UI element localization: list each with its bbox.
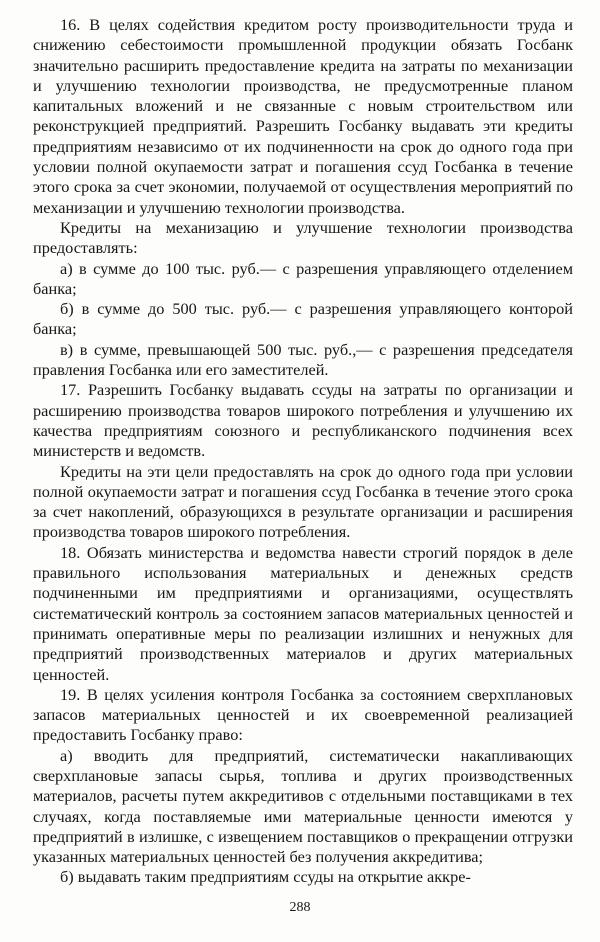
paragraph-16: 16. В целях содействия кредитом росту производительности труда и снижению себестоимости промышленной продукции обязать Госбанк значительно расширить предоставление кредита на затраты по механизации и улучшению технологии производства, не предусмотренные планом капитальных вложений и не связанные с новым строительством или реконструкцией предприятий. Разрешить Госбанку выдавать эти кредиты предприятиям независимо от их подчиненности на срок до одного года при условии полной окупаемости затрат и погашения ссуд Госбанка в течение этого срока за счет экономии, получаемой от осуществления мероприятий по механизации и улучшению технологии производства. (33, 15, 573, 217)
paragraph-credit-goals: Кредиты на эти цели предоставлять на срок до одного года при условии полной окупаемости затрат и погашения ссуд Госбанка в течение этого срока за счет накоплений, образующихся в результате организации и расширения производства товаров широкого потребления. (33, 461, 573, 542)
paragraph-19: 19. В целях усиления контроля Госбанка за состоянием сверхплановых запасов материальных ценностей и их своевременной реализацией предоставить Госбанку право: (33, 684, 573, 745)
paragraph-17: 17. Разрешить Госбанку выдавать ссуды на затраты по организации и расширению производства товаров широкого потребления и улучшению их качества предприятиям союзного и республиканского подчинения всех министерств и ведомств. (33, 380, 573, 461)
paragraph-18: 18. Обязать министерства и ведомства навести строгий порядок в деле правильного использования материальных и денежных средств подчиненными им предприятиями и организациями, осуществлять систематический контроль за состоянием запасов материальных ценностей и принимать оперативные меры по реализации излишних и ненужных для предприятий производственных материалов и других материальных ценностей. (33, 542, 573, 684)
list-item-b: б) в сумме до 500 тыс. руб.— с разрешения управляющего конторой банка; (33, 299, 573, 339)
document-body (33, 15, 573, 888)
list-item-a: а) в сумме до 100 тыс. руб.— с разрешения управляющего отделением банка; (33, 258, 573, 298)
list-item-c: в) в сумме, превышающей 500 тыс. руб.,— с разрешения председателя правления Госбанка или его заместителей. (33, 339, 573, 380)
paragraph-credit-terms: Кредиты на механизацию и улучшение технологии производства предоставлять: (33, 217, 573, 258)
list-item-19b: б) выдавать таким предприятиям ссуды на открытие аккре- (60, 867, 471, 887)
list-item-19a: а) вводить для предприятий, систематически накапливающих сверхплановые запасы сырья, топлива и других производственных материалов, расчеты путем аккредитивов с отдельными поставщиками в тех случаях, когда поставляемые ими материальные ценности имеются у предприятий в излишке, с извещением поставщиков о прекращении отгрузки указанных материальных ценностей без получения аккредитива; (33, 745, 573, 867)
page-number: 288 (289, 900, 311, 915)
